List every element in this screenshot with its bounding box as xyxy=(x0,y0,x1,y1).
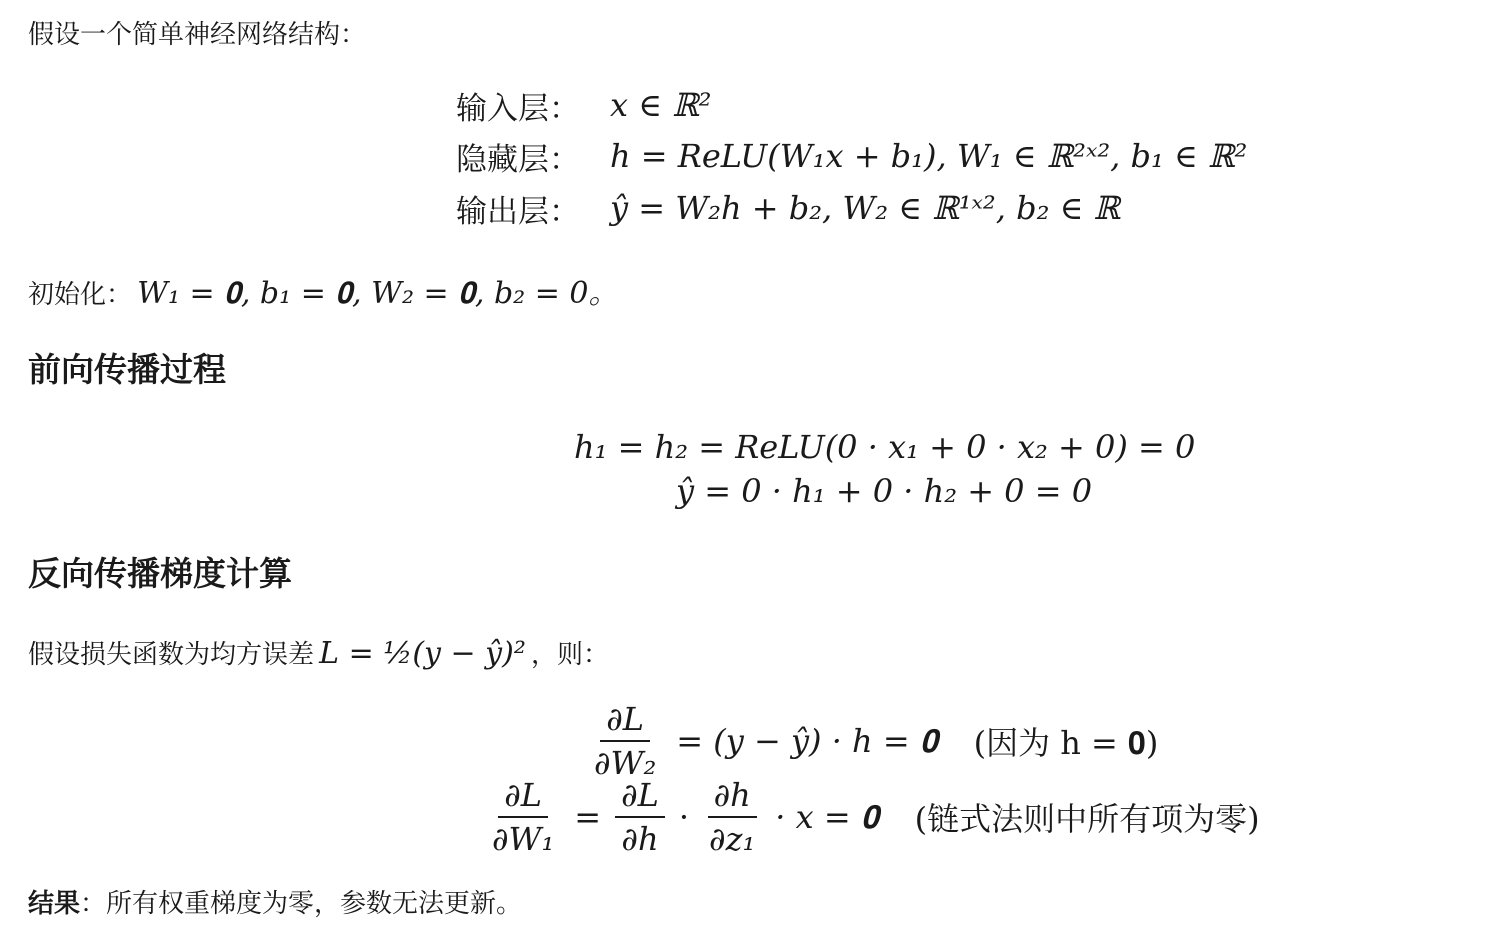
chain-factor-2-numerator: ∂h xyxy=(708,776,757,818)
gradient-w2-rhs: = (y − ŷ) · h = 𝟎 xyxy=(676,721,938,760)
output-layer-row xyxy=(456,182,1247,234)
gradient-w1-note: (链式法则中所有项为零) xyxy=(914,800,1260,838)
forward-heading: 前向传播过程 xyxy=(28,350,226,389)
chain-factor-2-denominator: ∂z₁ xyxy=(709,820,756,858)
backward-heading: 反向传播梯度计算 xyxy=(28,554,292,593)
gradient-w2-numerator: ∂L xyxy=(600,700,650,742)
loss-definition-line xyxy=(28,636,609,673)
gradient-w2-equation xyxy=(588,700,1158,782)
gradient-w2-fraction xyxy=(588,700,662,782)
gradient-w2-denominator: ∂W₂ xyxy=(594,744,657,782)
loss-suffix: ，则： xyxy=(530,640,609,670)
gradient-w2-note: (因为 h = 𝟎) xyxy=(973,724,1159,762)
chain-factor-1-numerator: ∂L xyxy=(615,776,665,818)
hidden-layer-row xyxy=(456,130,1247,182)
intro-text: 假设一个简单神经网络结构： xyxy=(28,20,367,50)
gradient-w1-numerator: ∂L xyxy=(498,776,548,818)
result-label: 结果 xyxy=(28,889,81,919)
result-text: ：所有权重梯度为零，参数无法更新。 xyxy=(80,889,523,919)
loss-text: 假设损失函数为均方误差 xyxy=(28,640,315,670)
init-equation: W₁ = 𝟎, b₁ = 𝟎, W₂ = 𝟎, b₂ = 0。 xyxy=(137,276,619,311)
loss-equation: L = ½(y − ŷ)² xyxy=(319,636,526,671)
initialization-line xyxy=(28,268,618,313)
result-line xyxy=(28,886,522,922)
input-layer-label: 输入层： xyxy=(456,90,580,127)
hidden-layer-label: 隐藏层： xyxy=(456,141,580,178)
hidden-layer-equation: h = ReLU(W₁x + b₁), W₁ ∈ ℝ²ˣ², b₁ ∈ ℝ² xyxy=(610,137,1248,175)
chain-factor-2 xyxy=(703,776,761,858)
input-layer-equation: x ∈ ℝ² xyxy=(610,86,712,124)
input-layer-row xyxy=(456,80,1247,130)
gradient-w1-equation xyxy=(486,776,1260,858)
gradient-w1-rhs: · x = 𝟎 xyxy=(775,797,879,836)
init-label: 初始化： xyxy=(28,280,133,310)
layer-definitions xyxy=(456,80,1247,234)
chain-dot: · xyxy=(678,798,690,836)
chain-factor-1 xyxy=(615,776,665,858)
gradient-w1-fraction xyxy=(486,776,560,858)
output-layer-equation: ŷ = W₂h + b₂, W₂ ∈ ℝ¹ˣ², b₂ ∈ ℝ xyxy=(610,189,1121,227)
output-layer-label: 输出层： xyxy=(456,193,580,230)
forward-equation-2: ŷ = 0 · h₁ + 0 · h₂ + 0 = 0 xyxy=(676,472,1093,510)
gradient-w1-equals: = xyxy=(574,798,602,836)
chain-factor-1-denominator: ∂h xyxy=(621,820,659,858)
gradient-w1-denominator: ∂W₁ xyxy=(492,820,555,858)
forward-equation-1: h₁ = h₂ = ReLU(0 · x₁ + 0 · x₂ + 0) = 0 xyxy=(574,428,1196,466)
